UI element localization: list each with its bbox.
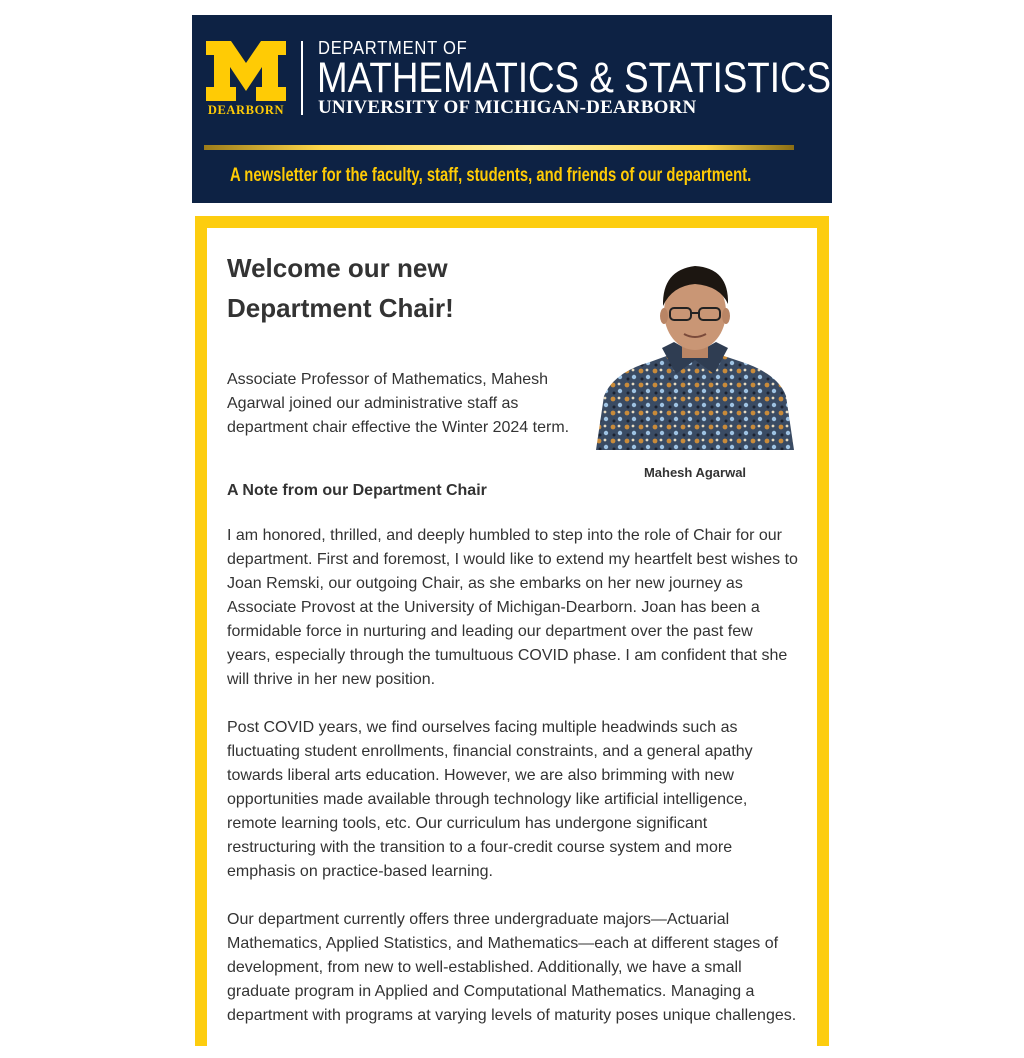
note-heading: A Note from our Department Chair [227,482,487,499]
intro-paragraph: Associate Professor of Mathematics, Mahesh Agarwal joined our administrative staff as department chair effective the Winter 2024 term. [227,371,570,436]
note-paragraph-2: Post COVID years, we find ourselves facing multiple headwinds such as fluctuating student enrollments, financial constraints, and a general apathy towards liberal arts education. However, we are also brimming with new opportunities made available through technology like artificial intelligence, remote learning tools, etc. Our curriculum has undergone significant restructuring with the transition to a four-credit course system and more emphasis on practice-based learning. [227,719,753,880]
article-headline [227,248,567,328]
note-paragraph-1: I am honored, thrilled, and deeply humbled to step into the role of Chair for our department. First and foremost, I would like to extend my heartfelt best wishes to Joan Remski, our outgoing Chair, as she embarks on her new journey as Associate Provost at the University of Michigan-Dearborn. Joan has been a formidable force in nurturing and leading our department over the past few years, especially through the tumultuous COVID phase. I am confident that she will thrive in her new position. [227,527,798,688]
headline-line-1: Welcome our new [227,253,448,283]
gold-divider-rule [204,145,794,150]
article-frame [195,216,829,1046]
newsletter-banner [192,15,832,203]
newsletter-tagline: A newsletter for the faculty, staff, students, and friends of our department. [230,165,752,186]
university-name: UNIVERSITY OF MICHIGAN-DEARBORN [318,97,697,118]
chair-portrait-photo [596,256,794,450]
article-body [207,228,817,1058]
chair-note-text [227,524,799,1052]
university-m-logo [206,41,286,101]
photo-caption: Mahesh Agarwal [643,465,747,480]
logo-dearborn-label: DEARBORN [207,103,285,117]
department-of-label: DEPARTMENT OF [318,38,468,58]
department-name: MATHEMATICS & STATISTICS [317,54,832,102]
headline-line-2: Department Chair! [227,293,454,323]
note-paragraph-3: Our department currently offers three undergraduate majors—Actuarial Mathematics, Applied Statistics, and Mathematics—each at different stages of development, from new to well-established. Additionally, we have a small graduate program in Applied and Computational Mathematics. Managing a department with programs at varying levels of maturity poses unique challenges. [227,911,797,1024]
logo-divider [301,41,303,115]
